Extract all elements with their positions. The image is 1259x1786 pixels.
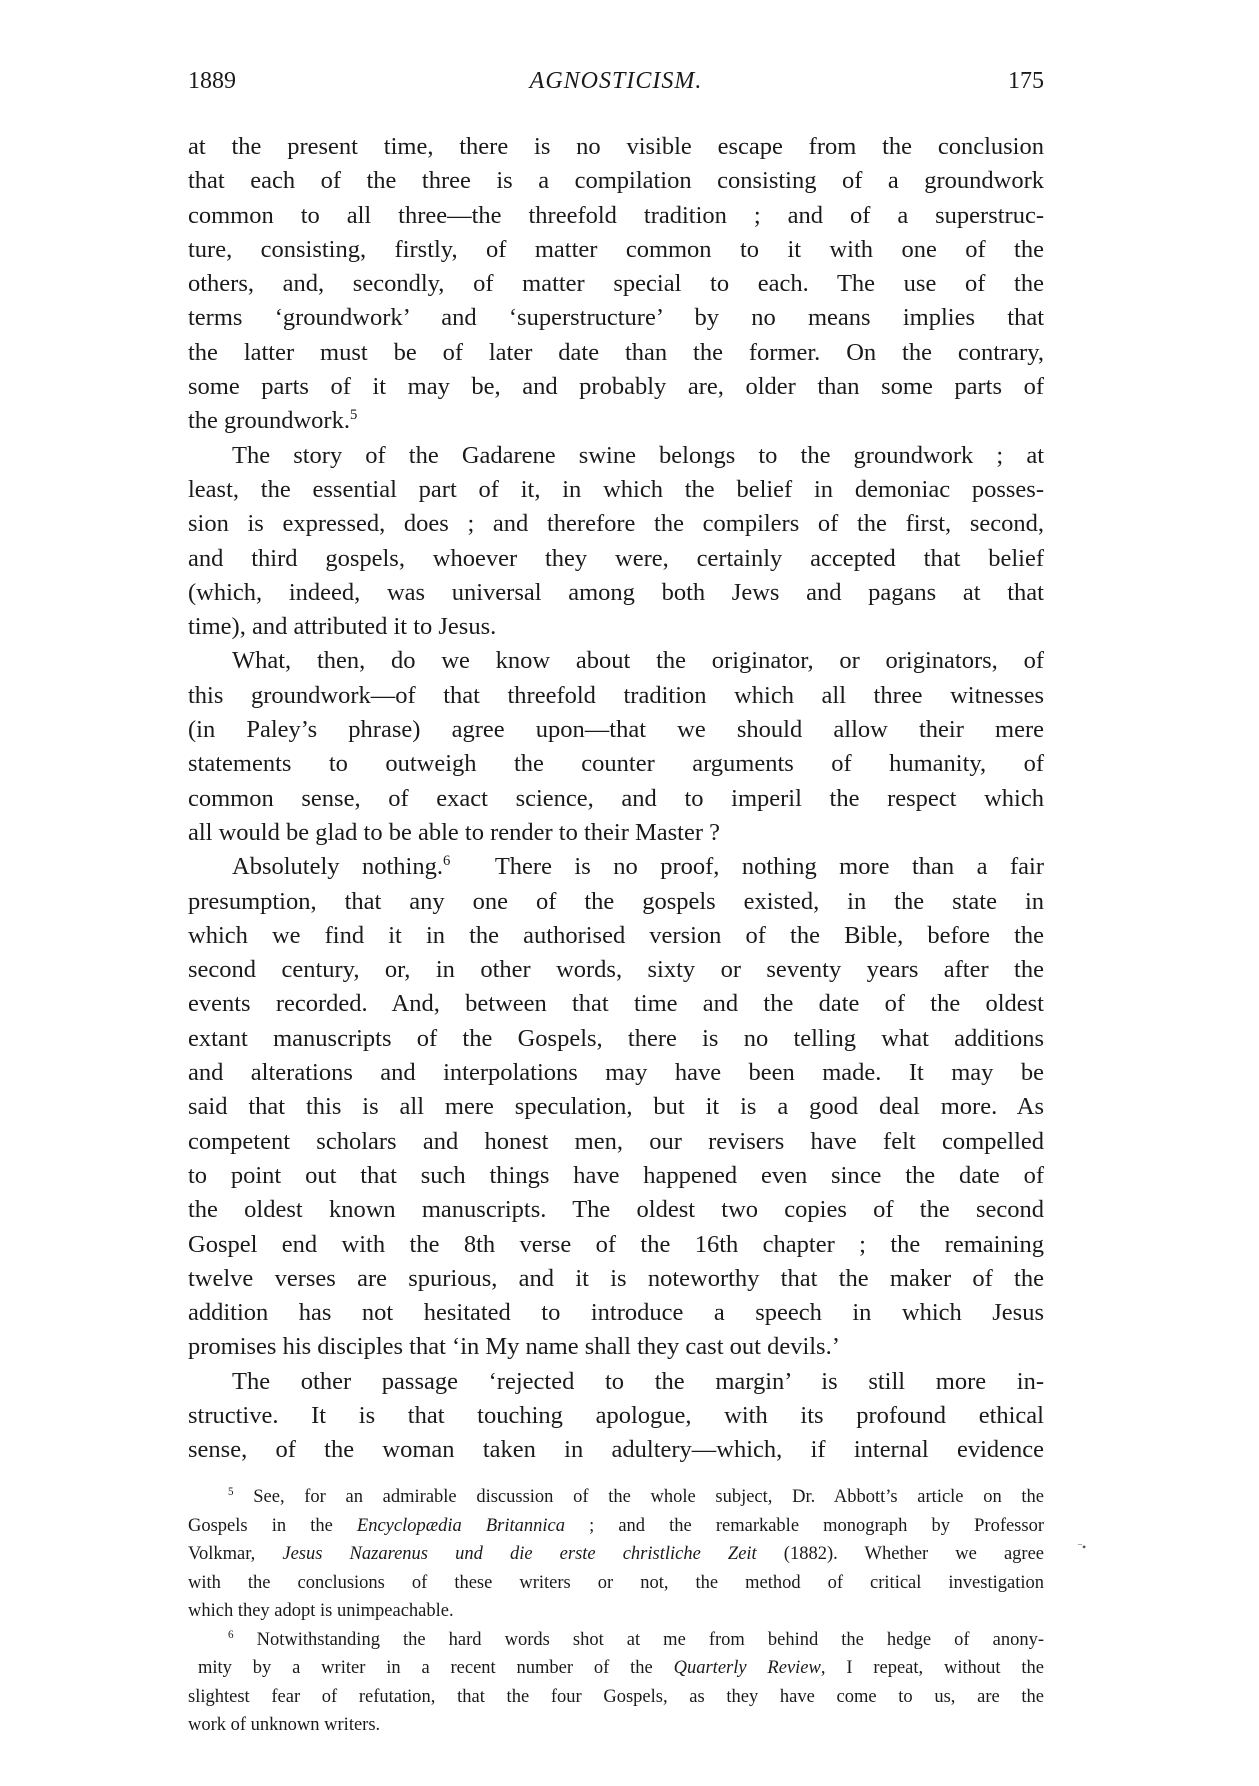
footnote-title: Quarterly Review [673, 1658, 821, 1678]
text-line [188, 747, 1044, 781]
text-line [188, 1056, 1044, 1090]
footnote-text: Volkmar, [188, 1544, 283, 1564]
footnote-text: mity by a writer in a recent number of the [198, 1658, 674, 1678]
line-text: common to all three—the threefold tradition ; and of a superstruc- [188, 201, 1044, 229]
text-line [188, 1090, 1044, 1124]
text-line [188, 885, 1044, 919]
page-number: 175 [1008, 68, 1044, 94]
text-line [188, 919, 1044, 953]
text-line [188, 644, 1044, 678]
footnote-title: Encyclopædia Britannica [356, 1515, 565, 1536]
text-line [188, 1330, 1044, 1364]
text-line [188, 404, 1044, 438]
text-line [188, 439, 1044, 473]
line-text: (in Paley’s phrase) agree upon—that we should allow their mere [188, 716, 1044, 744]
text-line [188, 1125, 1044, 1159]
line-text: some parts of it may be, and probably are, older than some parts of [188, 373, 1044, 401]
line-text: this groundwork—of that threefold tradition which all three witnesses [188, 681, 1044, 709]
line-text: the groundwork. [188, 407, 350, 435]
line-text: least, the essential part of it, in which the belief in demoniac posses- [188, 475, 1044, 503]
footnote-marker: 6 [228, 1628, 234, 1641]
text-line [188, 713, 1044, 747]
text-line [188, 1296, 1044, 1330]
line-text: promises his disciples that ‘in My name shall they cast out devils.’ [188, 1333, 840, 1361]
footnote-5-line [188, 1512, 1044, 1541]
text-line [188, 816, 1044, 850]
footnote-text: Notwithstanding the hard words shot at me from behind the hedge of anony- [256, 1629, 1044, 1650]
text-line [188, 576, 1044, 610]
text-line [188, 679, 1044, 713]
footnote-text: See, for an admirable discussion of the whole subject, Dr. Abbott’s article on the [253, 1487, 1044, 1507]
text-line [188, 542, 1044, 576]
footnote-text: Gospels in the [188, 1515, 357, 1536]
line-text: second century, or, in other words, sixty or seventy years after the [188, 956, 1044, 984]
line-text: extant manuscripts of the Gospels, there is no telling what additions [188, 1024, 1044, 1052]
text-line [188, 336, 1044, 370]
line-text: What, then, do we know about the originator, or originators, of [232, 647, 1044, 675]
text-line [188, 987, 1044, 1021]
running-title: AGNOSTICISM. [529, 68, 703, 94]
line-text: ture, consisting, firstly, of matter common to it with one of the [188, 235, 1044, 263]
line-text: events recorded. And, between that time and the date of the oldest [188, 990, 1044, 1018]
footnote-text: (1882). Whether we agree [756, 1544, 1045, 1564]
line-text: Gospel end with the 8th verse of the 16th chapter ; the remaining [188, 1230, 1044, 1258]
footnote-text: ; and the remarkable monograph by Professor [564, 1515, 1044, 1536]
text-line [188, 1365, 1044, 1399]
line-text: the oldest known manuscripts. The oldest two copies of the second [188, 1196, 1044, 1224]
footnote-5-line [188, 1483, 1044, 1512]
text-line [188, 1022, 1044, 1056]
footnote-reference: 6 [442, 853, 451, 870]
text-line [188, 473, 1044, 507]
line-text: that each of the three is a compilation consisting of a groundwork [188, 167, 1044, 195]
header-year: 1889 [188, 68, 236, 94]
line-text: said that this is all mere speculation, but it is a good deal more. As [188, 1093, 1044, 1121]
text-line [188, 130, 1044, 164]
footnote-5-line [188, 1540, 1044, 1569]
footnote-marker: 5 [228, 1485, 234, 1498]
line-text: statements to outweigh the counter arguments of humanity, of [188, 750, 1044, 778]
line-text: Absolutely nothing. [232, 853, 443, 881]
body-text [188, 130, 1044, 1468]
footnote-title: Jesus Nazarenus und die erste christliche Zeit [282, 1544, 757, 1564]
line-text: competent scholars and honest men, our revisers have felt compelled [188, 1127, 1044, 1155]
line-text: to point out that such things have happened even since the date of [188, 1161, 1044, 1189]
text-line [188, 1262, 1044, 1296]
line-text: addition has not hesitated to introduce a speech in which Jesus [188, 1299, 1044, 1327]
footnote-6-line: work of unknown writers. [188, 1715, 381, 1735]
text-line [188, 267, 1044, 301]
text-line [188, 199, 1044, 233]
line-text: others, and, secondly, of matter special to each. The use of the [188, 270, 1044, 298]
line-text: and alterations and interpolations may have been made. It may be [188, 1059, 1044, 1087]
footnote-5-line: with the conclusions of these writers or not, the method of critical investigation [188, 1572, 1044, 1593]
text-line [188, 1159, 1044, 1193]
text-line [188, 233, 1044, 267]
footnote-6-line: slightest fear of refutation, that the four Gospels, as they have come to us, are the [188, 1686, 1044, 1707]
line-text: common sense, of exact science, and to imperil the respect which [188, 784, 1044, 812]
line-text: presumption, that any one of the gospels existed, in the state in [188, 887, 1044, 915]
line-text: sense, of the woman taken in adultery—which, if internal evidence [188, 1436, 1044, 1464]
page-header [188, 68, 1044, 104]
footnote-text: , I repeat, without the [820, 1658, 1044, 1678]
text-line [188, 1228, 1044, 1262]
footnotes [188, 1483, 1044, 1740]
scan-speck: ¨• [1078, 1540, 1087, 1554]
line-text: The story of the Gadarene swine belongs to the groundwork ; at [232, 441, 1044, 469]
text-line [188, 1399, 1044, 1433]
line-text: and third gospels, whoever they were, certainly accepted that belief [188, 544, 1044, 572]
line-text: There is no proof, nothing more than a fair [450, 853, 1044, 881]
footnote-reference: 5 [349, 407, 358, 424]
footnote-5-line: which they adopt is unimpeachable. [188, 1601, 454, 1621]
line-text: terms ‘groundwork’ and ‘superstructure’ by no means implies that [188, 304, 1044, 332]
line-text: The other passage ‘rejected to the margin’ is still more in- [232, 1367, 1044, 1395]
footnote-6-line [188, 1654, 1044, 1683]
text-line [188, 164, 1044, 198]
line-text: the latter must be of later date than the former. On the contrary, [188, 338, 1044, 366]
line-text: all would be glad to be able to render to their Master ? [188, 818, 721, 846]
line-text: (which, indeed, was universal among both Jews and pagans at that [188, 578, 1044, 606]
line-text: structive. It is that touching apologue, with its profound ethical [188, 1401, 1044, 1429]
text-line [188, 1193, 1044, 1227]
line-text: time), and attributed it to Jesus. [188, 613, 497, 641]
text-line [188, 953, 1044, 987]
footnote-6-line [188, 1626, 1044, 1655]
text-line [188, 507, 1044, 541]
text-line [188, 301, 1044, 335]
text-line [188, 782, 1044, 816]
text-line [188, 850, 1044, 884]
text-line [188, 1433, 1044, 1467]
line-text: which we find it in the authorised version of the Bible, before the [188, 921, 1044, 949]
line-text: at the present time, there is no visible escape from the conclusion [188, 133, 1044, 160]
line-text: sion is expressed, does ; and therefore the compilers of the first, second, [188, 510, 1044, 538]
text-line [188, 370, 1044, 404]
text-line [188, 610, 1044, 644]
line-text: twelve verses are spurious, and it is noteworthy that the maker of the [188, 1264, 1044, 1292]
